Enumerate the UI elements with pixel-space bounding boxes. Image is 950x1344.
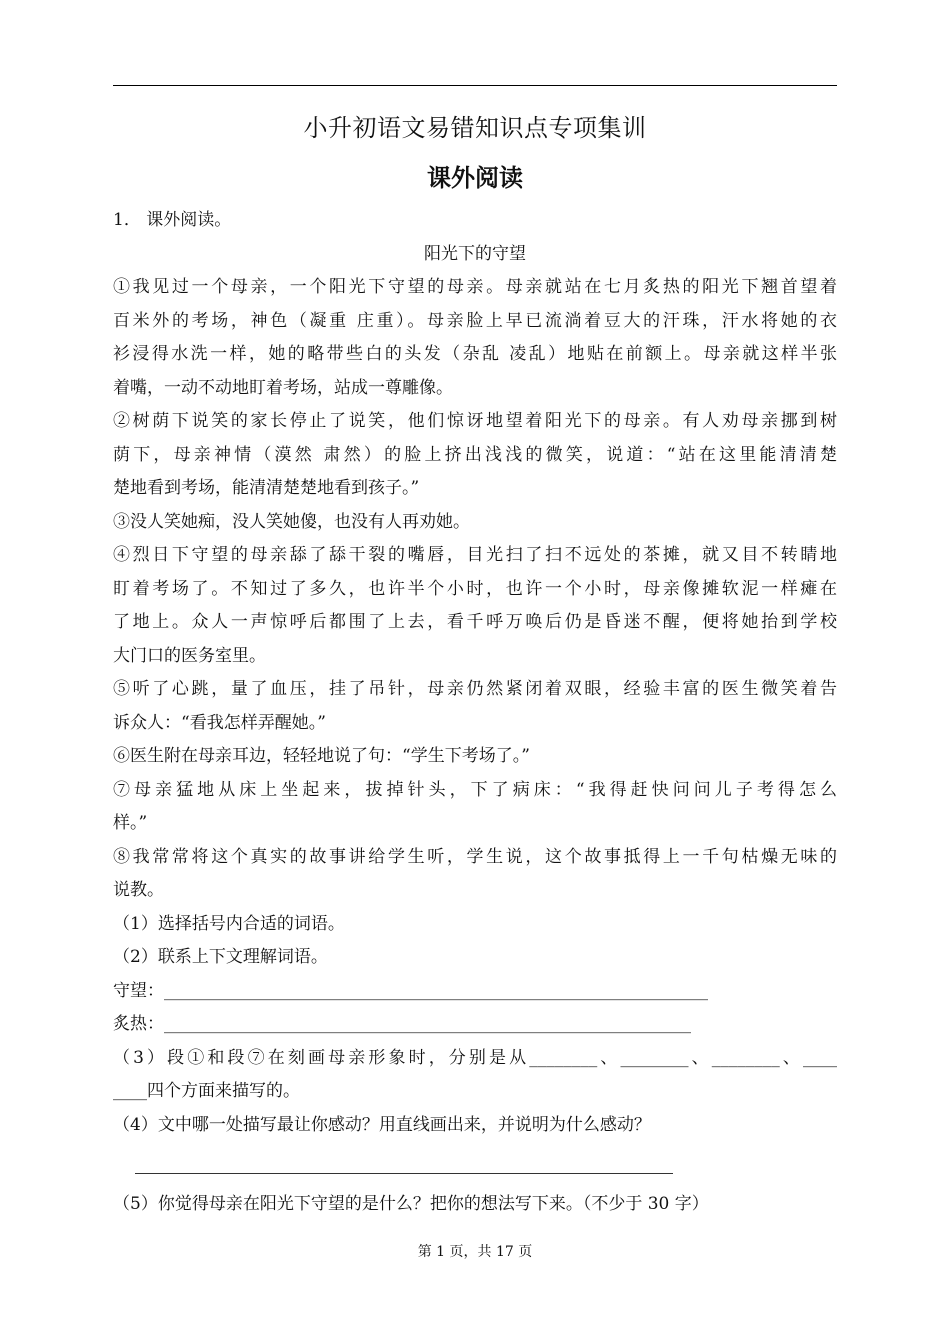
passage-line: 诉众人：“看我怎样弄醒她。” <box>113 712 326 733</box>
passage-line: 着嘴，一动不动地盯着考场，站成一尊雕像。 <box>113 377 453 398</box>
document-title: 小升初语文易错知识点专项集训 <box>303 114 647 142</box>
passage-line: 楚地看到考场，能清清楚楚地看到孩子。” <box>113 478 420 498</box>
page-number: 第 1 页，共 17 页 <box>417 1244 533 1260</box>
passage-line: 百米外的考场，神色（凝重 庄重）。母亲脸上早已流淌着豆大的汗珠，汗水将她的衣 <box>113 310 837 331</box>
header-rule <box>113 85 837 86</box>
sub-question-5: （5）你觉得母亲在阳光下守望的是什么？把你的想法写下来。（不少于 30 字） <box>113 1194 709 1214</box>
sub-question-3[interactable]: （3）段①和段⑦在刻画母亲形象时，分别是从________、________、________、____ <box>113 1047 837 1068</box>
answer-line[interactable] <box>135 1173 673 1174</box>
passage-line: 大门口的医务室里。 <box>113 645 266 666</box>
passage-line: 衫浸得水洗一样，她的略带些白的头发（杂乱 凌乱）地贴在前额上。母亲就这样半张 <box>113 344 837 364</box>
sub-question-4: （4）文中哪一处描写最让你感动？用直线画出来，并说明为什么感动？ <box>113 1114 651 1135</box>
passage-title: 阳光下的守望 <box>424 243 526 264</box>
passage-line: ③没人笑她痴，没人笑她傻，也没有人再劝她。 <box>113 511 470 532</box>
sub-question-2: （2）联系上下文理解词语。 <box>113 947 328 967</box>
passage-line: ⑤听了心跳，量了血压，挂了吊针，母亲仍然紧闭着双眼，经验丰富的医生微笑着告 <box>113 679 837 699</box>
passage-line: ④烈日下守望的母亲舔了舔干裂的嘴唇，目光扫了扫不远处的茶摊，就又目不转睛地 <box>113 545 837 565</box>
answer-field-zhire[interactable]: 炙热：______________________________________________________________ <box>113 1014 691 1034</box>
passage-line: ①我见过一个母亲，一个阳光下守望的母亲。母亲就站在七月炙热的阳光下翘首望着 <box>113 277 837 297</box>
question-body <box>113 204 837 1142</box>
sub-question-1: （1）选择括号内合适的词语。 <box>113 913 345 934</box>
sub-question-3-cont: ____四个方面来描写的。 <box>113 1081 300 1101</box>
section-title: 课外阅读 <box>427 164 523 192</box>
passage-line: 说教。 <box>113 880 164 900</box>
passage-line: ⑦母亲猛地从床上坐起来，拔掉针头，下了病床：“我得赶快问问儿子考得怎么 <box>113 779 837 800</box>
passage-line: 了地上。众人一声惊呼后都围了上去，看千呼万唤后仍是昏迷不醒，便将她抬到学校 <box>113 612 837 632</box>
passage-line: ⑧我常常将这个真实的故事讲给学生听，学生说，这个故事抵得上一千句枯燥无味的 <box>113 846 837 867</box>
answer-field-shouwang[interactable]: 守望：________________________________________________________________ <box>113 980 708 1001</box>
question-intro: 1． 课外阅读。 <box>113 210 232 230</box>
passage-line: 盯着考场了。不知过了多久，也许半个小时，也许一个小时，母亲像摊软泥一样瘫在 <box>113 578 837 599</box>
passage-line: ②树荫下说笑的家长停止了说笑，他们惊讶地望着阳光下的母亲。有人劝母亲挪到树 <box>113 411 837 431</box>
passage-line: 样。” <box>113 813 148 833</box>
passage-line: 荫下，母亲神情（漠然 肃然）的脸上挤出浅浅的微笑，说道：“站在这里能清清楚 <box>113 444 837 465</box>
passage-line: ⑥医生附在母亲耳边，轻轻地说了句：“学生下考场了。” <box>113 746 530 766</box>
